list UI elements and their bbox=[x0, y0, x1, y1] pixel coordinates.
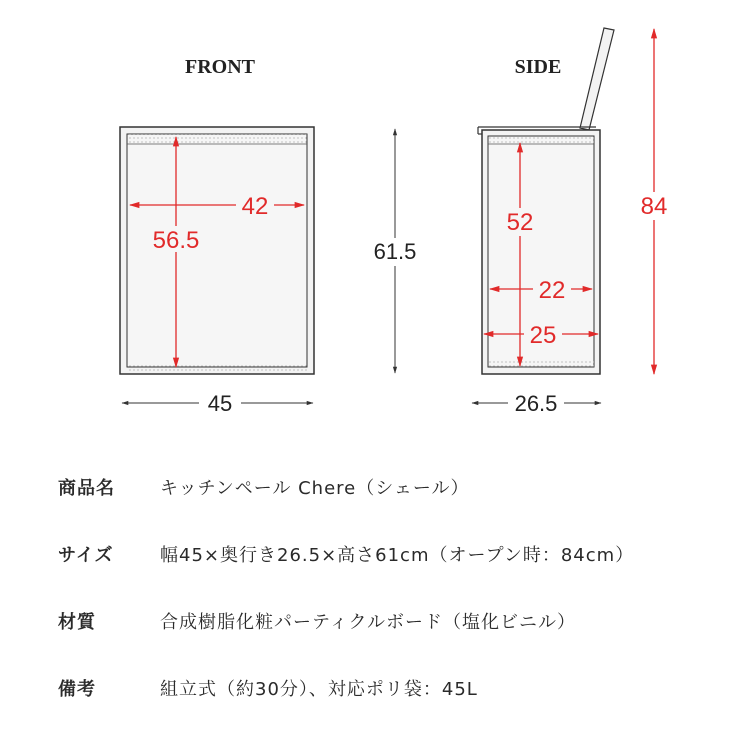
front-outer-height-label: 61.5 bbox=[373, 239, 417, 264]
spec-label: 材質 bbox=[58, 612, 96, 633]
front-inner-width-label: 42 bbox=[241, 193, 269, 220]
spec-label: 商品名 bbox=[58, 478, 115, 499]
spec-row-notes bbox=[58, 671, 738, 705]
front-outer-width-label: 45 bbox=[207, 391, 233, 416]
side-title: SIDE bbox=[514, 56, 562, 78]
spec-row-product-name bbox=[58, 470, 738, 504]
spec-label: 備考 bbox=[58, 679, 96, 700]
spec-value: 幅45×奥行き26.5×高さ61cm（オープン時：84cm） bbox=[160, 545, 635, 566]
spec-value: キッチンペール Chere（シェール） bbox=[160, 478, 470, 499]
spec-row-size bbox=[58, 537, 738, 571]
front-inner-height-label: 56.5 bbox=[152, 227, 200, 254]
spec-value: 組立式（約30分）、対応ポリ袋：45L bbox=[160, 679, 478, 700]
side-inner-height-label: 52 bbox=[506, 209, 534, 236]
front-title: FRONT bbox=[185, 56, 255, 78]
spec-row-material bbox=[58, 604, 738, 638]
spec-label: サイズ bbox=[58, 545, 114, 566]
side-open-height-label: 84 bbox=[640, 193, 668, 220]
side-inner-depth-label: 22 bbox=[538, 277, 566, 304]
side-depth-label: 25 bbox=[529, 322, 557, 349]
side-outer-depth-label: 26.5 bbox=[514, 391, 558, 416]
spec-value: 合成樹脂化粧パーティクルボード（塩化ビニル） bbox=[160, 612, 577, 633]
